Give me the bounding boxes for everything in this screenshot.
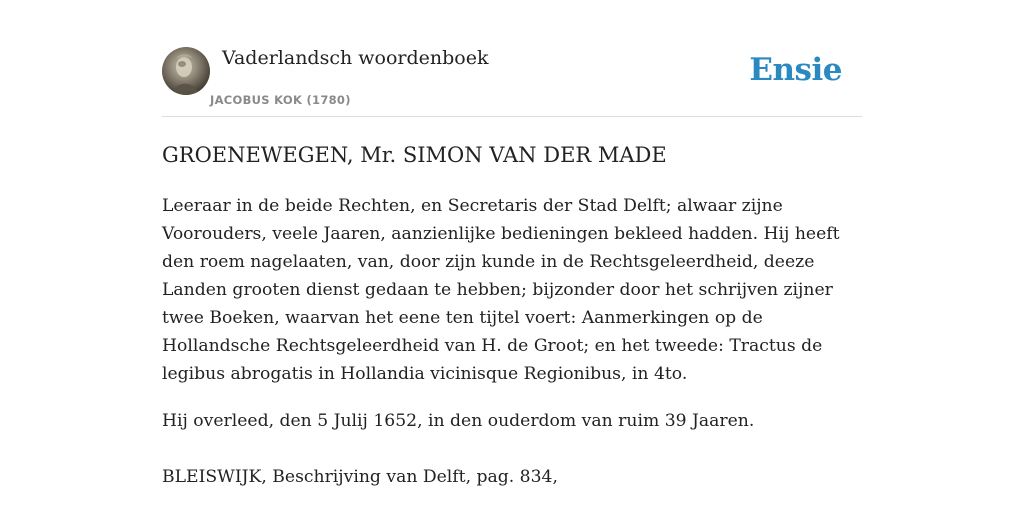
entry-title: GROENEWEGEN, Mr. SIMON VAN DER MADE	[162, 143, 667, 167]
entry-paragraph: Hij overleed, den 5 Julij 1652, in den ouderdom van ruim 39 Jaaren.	[162, 411, 755, 431]
entry-paragraph: Leeraar in de beide Rechten, en Secretaris der Stad Delft; alwaar zijne Voorouders, veele Jaaren, aanzienlijke bedieningen bekleed hadden. Hij heeft den roem nagelaaten, van, door zijn kunde in de Rechtsgeleerdheid, deeze Landen grooten dienst gedaan te hebben; bijzonder door het schrijven zijner twee Boeken, waarvan het eene ten tijtel voert: Aanmerkingen op de Hollandsche Rechtsgeleerdheid van H. de Groot; en het tweede: Tractus de legibus abrogatis in Hollandia vicinisque Regionibus, in 4to.	[162, 196, 840, 384]
header	[162, 46, 862, 117]
brand-logo-link[interactable]: Ensie	[749, 52, 842, 88]
author-label[interactable]: JACOBUS KOK (1780)	[210, 93, 351, 107]
portrait-avatar-icon	[162, 47, 210, 95]
book-title[interactable]: Vaderlandsch woordenboek	[222, 47, 489, 69]
entry-source: BLEISWIJK, Beschrijving van Delft, pag. 834,	[162, 467, 558, 487]
